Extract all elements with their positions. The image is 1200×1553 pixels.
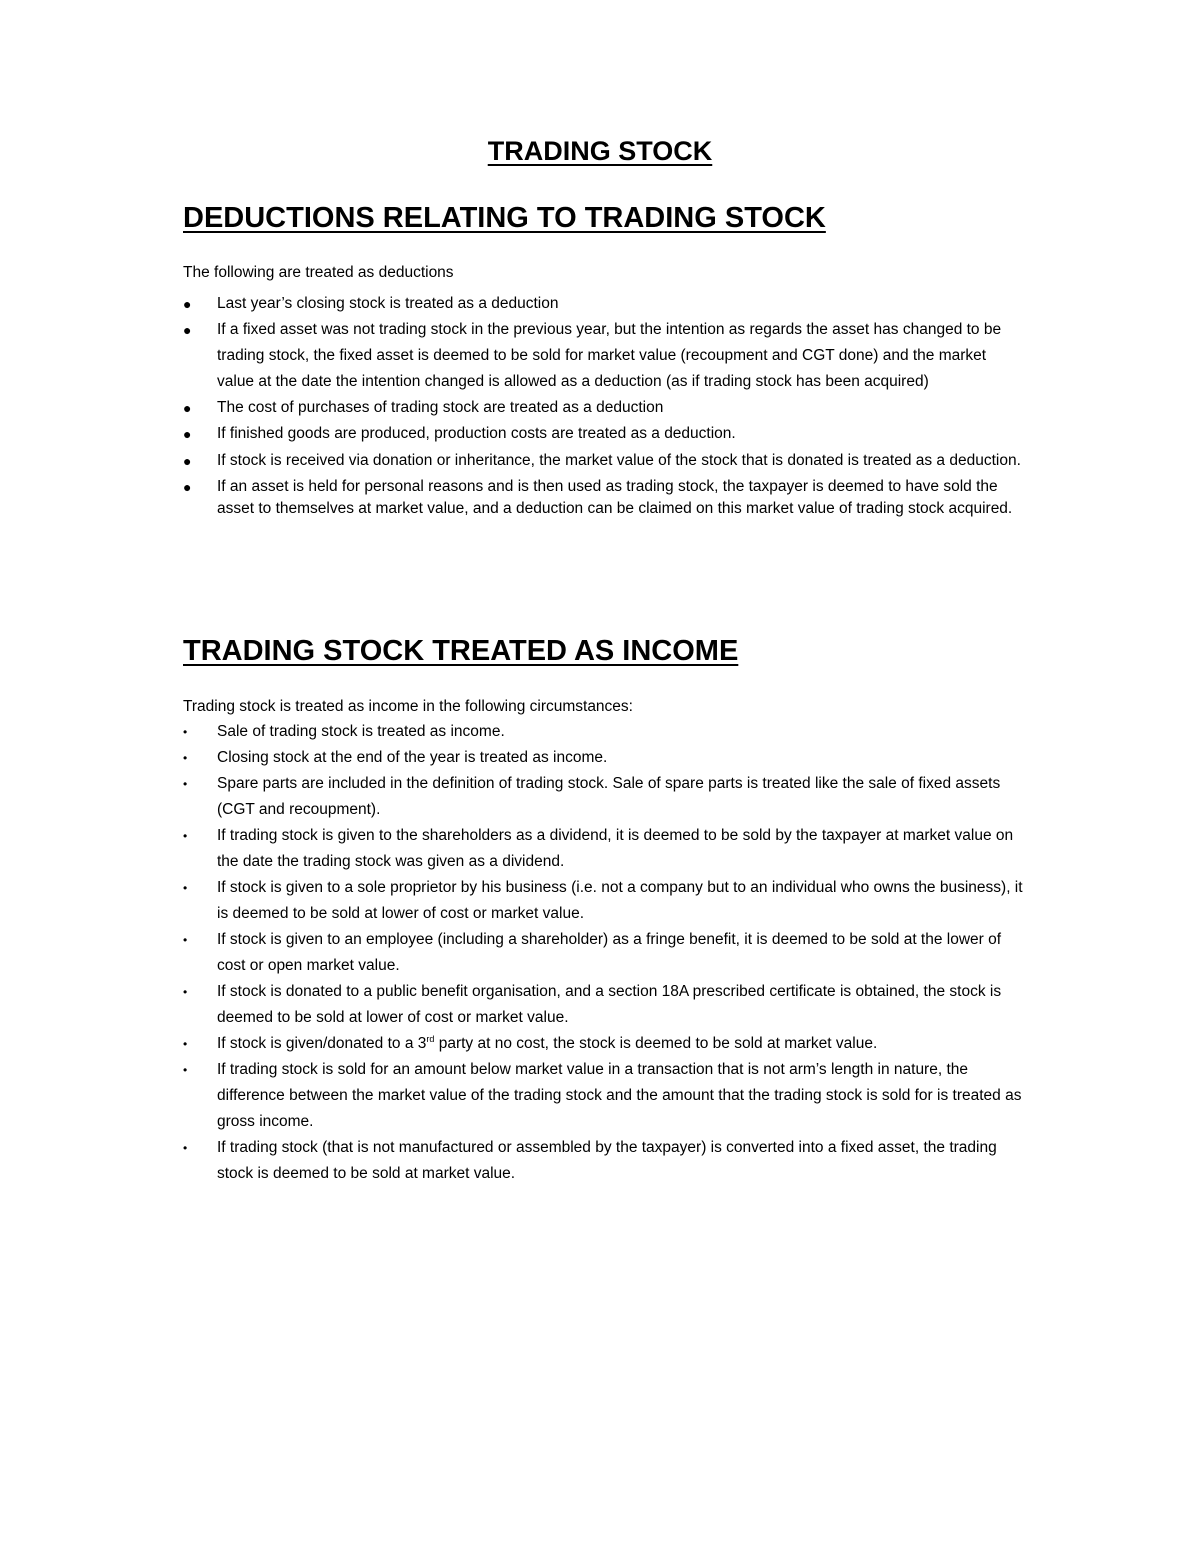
income-intro: Trading stock is treated as income in the following circumstances: <box>183 698 633 715</box>
bullet-icon: • <box>183 1063 188 1077</box>
bullet-icon: • <box>183 751 188 765</box>
list-item: • If stock is given to an employee (including a shareholder) as a fringe benefit, it is deemed to be sold at the lower of cost or open market value. <box>183 927 1023 979</box>
bullet-icon: ● <box>183 400 192 416</box>
list-item: ● The cost of purchases of trading stock are treated as a deduction <box>183 395 1023 421</box>
bullet-icon: ● <box>183 453 192 469</box>
deductions-intro: The following are treated as deductions <box>183 264 454 281</box>
deductions-list <box>183 291 1023 521</box>
bullet-icon: • <box>183 1037 188 1051</box>
list-item: ● If an asset is held for personal reasons and is then used as trading stock, the taxpayer is deemed to have sold the asset to themselves at market value, and a deduction can be claimed on this market value of trading stock acquired. <box>183 477 1013 517</box>
bullet-icon: ● <box>183 296 192 312</box>
bullet-icon: ● <box>183 478 192 495</box>
bullet-icon: ● <box>183 426 192 442</box>
document-title: TRADING STOCK <box>487 136 713 166</box>
list-item: • Closing stock at the end of the year is treated as income. <box>183 745 1023 771</box>
bullet-icon: • <box>183 881 188 895</box>
list-item: • If stock is given to a sole proprietor by his business (i.e. not a company but to an individual who owns the business), it is deemed to be sold at lower of cost or market value. <box>183 875 1023 927</box>
bullet-icon: • <box>183 1141 188 1155</box>
list-item: ● If a fixed asset was not trading stock in the previous year, but the intention as regards the asset has changed to be trading stock, the fixed asset is deemed to be sold for market value (recoupment and CGT done) and the market value at the date the intention changed is allowed as a deduction (as if trading stock has been acquired) <box>183 317 1023 395</box>
bullet-icon: • <box>183 829 188 843</box>
list-item: • If trading stock is sold for an amount below market value in a transaction that is not arm’s length in nature, the difference between the market value of the trading stock and the amount that the trading stock is sold for is treated as gross income. <box>183 1057 1023 1135</box>
bullet-icon: • <box>183 777 188 791</box>
bullet-icon: • <box>183 933 188 947</box>
bullet-icon: ● <box>183 322 192 338</box>
deductions-heading: DEDUCTIONS RELATING TO TRADING STOCK <box>183 202 826 234</box>
list-item: ● Last year’s closing stock is treated as a deduction <box>183 291 1023 317</box>
income-heading: TRADING STOCK TREATED AS INCOME <box>183 635 739 667</box>
bullet-icon: • <box>183 985 188 999</box>
list-item: ● If stock is received via donation or inheritance, the market value of the stock that is donated is treated as a deduction. <box>183 450 1023 473</box>
income-list <box>183 719 1023 1187</box>
list-item: • Spare parts are included in the definition of trading stock. Sale of spare parts is treated like the sale of fixed assets (CGT and recoupment). <box>183 771 1023 823</box>
list-item: • Sale of trading stock is treated as income. <box>183 719 1023 745</box>
list-item: • If stock is given/donated to a 3rd party at no cost, the stock is deemed to be sold at market value. <box>183 1031 1023 1057</box>
list-item: • If stock is donated to a public benefit organisation, and a section 18A prescribed certificate is obtained, the stock is deemed to be sold at lower of cost or market value. <box>183 979 1023 1031</box>
bullet-icon: • <box>183 725 188 739</box>
list-item: • If trading stock (that is not manufactured or assembled by the taxpayer) is converted into a fixed asset, the trading stock is deemed to be sold at market value. <box>183 1135 1023 1187</box>
list-item: ● If finished goods are produced, production costs are treated as a deduction. <box>183 421 1023 447</box>
list-item: • If trading stock is given to the shareholders as a dividend, it is deemed to be sold by the taxpayer at market value on the date the trading stock was given as a dividend. <box>183 823 1023 875</box>
